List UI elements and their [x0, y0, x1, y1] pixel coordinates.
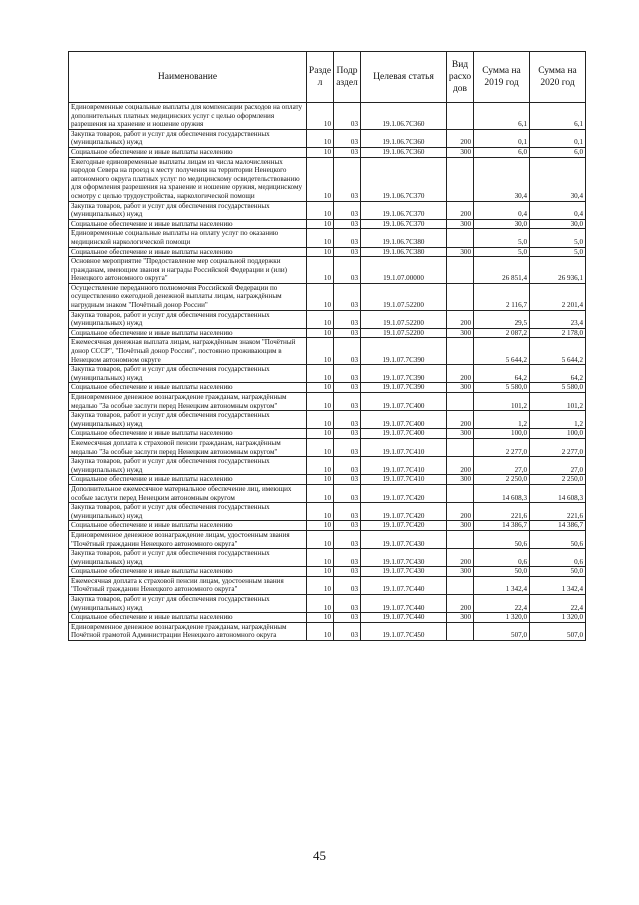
row-podrazdel: 03 [334, 383, 361, 393]
row-name: Закупка товаров, работ и услуг для обеспечения государственных (муниципальных) нужд [69, 129, 307, 147]
row-razdel: 10 [307, 201, 334, 219]
row-razdel: 10 [307, 457, 334, 475]
table-row [69, 530, 586, 548]
row-razdel: 10 [307, 613, 334, 623]
row-sum-2019: 26 851,4 [474, 257, 530, 284]
row-razdel: 10 [307, 247, 334, 257]
row-sum-2019: 5,0 [474, 247, 530, 257]
table-row [69, 393, 586, 411]
row-name: Социальное обеспечение и иные выплаты населению [69, 247, 307, 257]
row-expense-type: 200 [447, 549, 474, 567]
row-sum-2020: 50,0 [530, 567, 586, 577]
header-razdel: Разде л [307, 52, 334, 103]
row-podrazdel: 03 [334, 530, 361, 548]
row-target-article: 19.1.07.00000 [361, 257, 447, 284]
header-podrazdel: Подр аздел [334, 52, 361, 103]
row-podrazdel: 03 [334, 229, 361, 247]
row-name: Социальное обеспечение и иные выплаты населению [69, 328, 307, 338]
row-sum-2020: 23,4 [530, 310, 586, 328]
table-row [69, 201, 586, 219]
row-sum-2019: 27,0 [474, 457, 530, 475]
row-sum-2020: 22,4 [530, 595, 586, 613]
row-name: Закупка товаров, работ и услуг для обеспечения государственных (муниципальных) нужд [69, 411, 307, 429]
row-razdel: 10 [307, 503, 334, 521]
row-name: Ежегодные единовременные выплаты лицам из числа малочисленных народов Севера на проезд к месту получения на территории Ненецкого автономного округа платных услуг по медицинскому освидетельствованию для оформления разрешения на хранение и ношение оружия, медицинскому осмотру с целью трудоустройства, наркологической помощи [69, 157, 307, 201]
row-name: Закупка товаров, работ и услуг для обеспечения государственных (муниципальных) нужд [69, 457, 307, 475]
row-expense-type: 300 [447, 247, 474, 257]
row-razdel: 10 [307, 103, 334, 130]
table-row [69, 247, 586, 257]
row-sum-2019: 1 342,4 [474, 576, 530, 594]
row-razdel: 10 [307, 157, 334, 201]
table-body [69, 103, 586, 641]
row-sum-2019: 29,5 [474, 310, 530, 328]
table-row [69, 147, 586, 157]
page-number: 45 [313, 848, 326, 863]
row-name: Единовременные социальные выплаты на оплату услуг по оказанию медицинской наркологической помощи [69, 229, 307, 247]
row-expense-type [447, 229, 474, 247]
row-sum-2020: 27,0 [530, 457, 586, 475]
table-row [69, 457, 586, 475]
row-name: Социальное обеспечение и иные выплаты населению [69, 147, 307, 157]
row-razdel: 10 [307, 475, 334, 485]
row-expense-type: 200 [447, 310, 474, 328]
row-expense-type: 300 [447, 613, 474, 623]
row-expense-type [447, 576, 474, 594]
row-target-article: 19.1.07.52200 [361, 328, 447, 338]
row-target-article: 19.1.06.7С360 [361, 129, 447, 147]
row-expense-type: 200 [447, 595, 474, 613]
row-expense-type: 300 [447, 383, 474, 393]
row-podrazdel: 03 [334, 595, 361, 613]
row-target-article: 19.1.07.7С430 [361, 549, 447, 567]
row-name: Социальное обеспечение и иные выплаты населению [69, 521, 307, 531]
row-sum-2020: 64,2 [530, 365, 586, 383]
row-sum-2020: 5 580,0 [530, 383, 586, 393]
row-expense-type: 300 [447, 521, 474, 531]
row-sum-2020: 221,6 [530, 503, 586, 521]
row-expense-type [447, 103, 474, 130]
row-razdel: 10 [307, 411, 334, 429]
row-name: Единовременное денежное вознаграждение гражданам, награждённым медалью "За особые заслуги перед Ненецким автономным округом" [69, 393, 307, 411]
row-sum-2020: 30,4 [530, 157, 586, 201]
row-razdel: 10 [307, 310, 334, 328]
row-expense-type [447, 530, 474, 548]
row-name: Единовременное денежное вознаграждение лицам, удостоенным звания "Почётный гражданин Ненецкого автономного округа" [69, 530, 307, 548]
row-podrazdel: 03 [334, 365, 361, 383]
row-razdel: 10 [307, 567, 334, 577]
row-name: Закупка товаров, работ и услуг для обеспечения государственных (муниципальных) нужд [69, 595, 307, 613]
row-sum-2019: 1 320,0 [474, 613, 530, 623]
row-target-article: 19.1.07.7С440 [361, 613, 447, 623]
row-sum-2019: 22,4 [474, 595, 530, 613]
row-sum-2020: 2 201,4 [530, 283, 586, 310]
row-name: Закупка товаров, работ и услуг для обеспечения государственных (муниципальных) нужд [69, 365, 307, 383]
row-sum-2020: 5 644,2 [530, 338, 586, 365]
row-sum-2020: 100,0 [530, 429, 586, 439]
row-sum-2019: 14 608,3 [474, 484, 530, 502]
row-sum-2019: 5 580,0 [474, 383, 530, 393]
row-razdel: 10 [307, 338, 334, 365]
table-row [69, 429, 586, 439]
row-podrazdel: 03 [334, 438, 361, 456]
row-podrazdel: 03 [334, 103, 361, 130]
table-row [69, 157, 586, 201]
row-target-article: 19.1.07.7С440 [361, 595, 447, 613]
row-podrazdel: 03 [334, 622, 361, 640]
row-name: Закупка товаров, работ и услуг для обеспечения государственных (муниципальных) нужд [69, 549, 307, 567]
table-row [69, 475, 586, 485]
table-row [69, 328, 586, 338]
table-row [69, 484, 586, 502]
row-sum-2020: 6,1 [530, 103, 586, 130]
row-expense-type [447, 283, 474, 310]
row-sum-2020: 1 320,0 [530, 613, 586, 623]
table-row [69, 622, 586, 640]
row-sum-2020: 0,1 [530, 129, 586, 147]
row-razdel: 10 [307, 549, 334, 567]
row-target-article: 19.1.07.7С440 [361, 576, 447, 594]
row-target-article: 19.1.06.7С370 [361, 157, 447, 201]
row-name: Ежемесячная денежная выплата лицам, награждённым знаком "Почётный донор СССР", "Почётный донор России", постоянно проживающим в Ненецком автономном округе [69, 338, 307, 365]
row-sum-2019: 100,0 [474, 429, 530, 439]
table-header-row [69, 52, 586, 103]
row-name: Социальное обеспечение и иные выплаты населению [69, 383, 307, 393]
row-razdel: 10 [307, 595, 334, 613]
row-sum-2019: 14 386,7 [474, 521, 530, 531]
row-expense-type: 200 [447, 365, 474, 383]
row-razdel: 10 [307, 383, 334, 393]
row-podrazdel: 03 [334, 129, 361, 147]
row-podrazdel: 03 [334, 201, 361, 219]
row-podrazdel: 03 [334, 484, 361, 502]
row-podrazdel: 03 [334, 310, 361, 328]
row-target-article: 19.1.07.7С390 [361, 338, 447, 365]
row-target-article: 19.1.07.7С420 [361, 503, 447, 521]
row-expense-type [447, 393, 474, 411]
row-target-article: 19.1.07.7С450 [361, 622, 447, 640]
row-sum-2020: 5,0 [530, 229, 586, 247]
row-expense-type: 200 [447, 129, 474, 147]
row-sum-2020: 2 277,0 [530, 438, 586, 456]
row-podrazdel: 03 [334, 283, 361, 310]
row-sum-2020: 1,2 [530, 411, 586, 429]
row-razdel: 10 [307, 576, 334, 594]
row-sum-2019: 2 087,2 [474, 328, 530, 338]
row-target-article: 19.1.07.7С420 [361, 484, 447, 502]
row-sum-2020: 14 608,3 [530, 484, 586, 502]
table-row [69, 576, 586, 594]
row-razdel: 10 [307, 129, 334, 147]
row-podrazdel: 03 [334, 411, 361, 429]
row-podrazdel: 03 [334, 338, 361, 365]
row-podrazdel: 03 [334, 429, 361, 439]
row-sum-2019: 2 277,0 [474, 438, 530, 456]
row-podrazdel: 03 [334, 567, 361, 577]
row-razdel: 10 [307, 283, 334, 310]
row-sum-2019: 2 250,0 [474, 475, 530, 485]
row-sum-2019: 507,0 [474, 622, 530, 640]
table-row [69, 257, 586, 284]
row-sum-2019: 0,1 [474, 129, 530, 147]
row-razdel: 10 [307, 521, 334, 531]
table-row [69, 283, 586, 310]
row-expense-type: 300 [447, 147, 474, 157]
row-sum-2019: 0,6 [474, 549, 530, 567]
row-expense-type: 200 [447, 411, 474, 429]
row-sum-2020: 1 342,4 [530, 576, 586, 594]
row-razdel: 10 [307, 365, 334, 383]
row-name: Закупка товаров, работ и услуг для обеспечения государственных (муниципальных) нужд [69, 503, 307, 521]
row-name: Ежемесячная доплата к страховой пенсии гражданам, награждённым медалью "За особые заслуги перед Ненецким автономным округом" [69, 438, 307, 456]
row-expense-type: 300 [447, 328, 474, 338]
row-target-article: 19.1.07.7С390 [361, 365, 447, 383]
row-sum-2019: 30,4 [474, 157, 530, 201]
row-razdel: 10 [307, 393, 334, 411]
row-name: Основное мероприятие "Предоставление мер социальной поддержки гражданам, имеющим звания и награды Российской Федерации и (или) Ненецкого автономного округа" [69, 257, 307, 284]
row-razdel: 10 [307, 530, 334, 548]
row-podrazdel: 03 [334, 393, 361, 411]
row-expense-type: 300 [447, 567, 474, 577]
row-sum-2019: 101,2 [474, 393, 530, 411]
row-name: Социальное обеспечение и иные выплаты населению [69, 567, 307, 577]
row-name: Закупка товаров, работ и услуг для обеспечения государственных (муниципальных) нужд [69, 310, 307, 328]
table-row [69, 411, 586, 429]
row-expense-type: 300 [447, 475, 474, 485]
row-razdel: 10 [307, 257, 334, 284]
row-podrazdel: 03 [334, 328, 361, 338]
table-row [69, 521, 586, 531]
row-target-article: 19.1.07.7С400 [361, 429, 447, 439]
row-name: Дополнительное ежемесячное материальное обеспечение лиц, имеющих особые заслуги перед Ненецким автономным округом [69, 484, 307, 502]
table-row [69, 229, 586, 247]
row-sum-2019: 6,0 [474, 147, 530, 157]
row-expense-type [447, 438, 474, 456]
row-target-article: 19.1.06.7С370 [361, 201, 447, 219]
row-target-article: 19.1.07.7С400 [361, 411, 447, 429]
row-razdel: 10 [307, 219, 334, 229]
row-expense-type [447, 257, 474, 284]
row-podrazdel: 03 [334, 475, 361, 485]
row-podrazdel: 03 [334, 521, 361, 531]
row-name: Социальное обеспечение и иные выплаты населению [69, 613, 307, 623]
row-target-article: 19.1.07.52200 [361, 283, 447, 310]
row-podrazdel: 03 [334, 257, 361, 284]
row-podrazdel: 03 [334, 247, 361, 257]
row-podrazdel: 03 [334, 613, 361, 623]
row-sum-2019: 221,6 [474, 503, 530, 521]
row-sum-2019: 5 644,2 [474, 338, 530, 365]
row-razdel: 10 [307, 229, 334, 247]
row-expense-type [447, 622, 474, 640]
row-target-article: 19.1.07.7С430 [361, 530, 447, 548]
row-target-article: 19.1.06.7С370 [361, 219, 447, 229]
row-sum-2019: 2 116,7 [474, 283, 530, 310]
row-sum-2020: 101,2 [530, 393, 586, 411]
row-sum-2019: 5,0 [474, 229, 530, 247]
row-sum-2019: 50,0 [474, 567, 530, 577]
row-target-article: 19.1.06.7С360 [361, 103, 447, 130]
row-expense-type [447, 157, 474, 201]
row-sum-2019: 0,4 [474, 201, 530, 219]
row-expense-type: 200 [447, 457, 474, 475]
row-sum-2019: 64,2 [474, 365, 530, 383]
row-target-article: 19.1.06.7С360 [361, 147, 447, 157]
row-podrazdel: 03 [334, 147, 361, 157]
row-target-article: 19.1.07.7С430 [361, 567, 447, 577]
row-target-article: 19.1.07.7С410 [361, 457, 447, 475]
row-podrazdel: 03 [334, 219, 361, 229]
row-name: Осуществление переданного полномочия Российской Федерации по осуществлению ежегодной денежной выплаты лицам, награждённым нагрудным знаком "Почётный донор России" [69, 283, 307, 310]
budget-table [68, 51, 586, 641]
row-expense-type: 300 [447, 429, 474, 439]
row-target-article: 19.1.07.7С400 [361, 393, 447, 411]
row-target-article: 19.1.07.7С410 [361, 475, 447, 485]
table-row [69, 365, 586, 383]
row-target-article: 19.1.07.7С410 [361, 438, 447, 456]
row-sum-2020: 6,0 [530, 147, 586, 157]
row-sum-2020: 2 250,0 [530, 475, 586, 485]
row-name: Единовременное денежное вознаграждение гражданам, награждённым Почётной грамотой Администрации Ненецкого автономного округа [69, 622, 307, 640]
table-row [69, 338, 586, 365]
header-target-article: Целевая статья [361, 52, 447, 103]
row-target-article: 19.1.07.7С420 [361, 521, 447, 531]
row-razdel: 10 [307, 622, 334, 640]
row-razdel: 10 [307, 328, 334, 338]
row-sum-2019: 1,2 [474, 411, 530, 429]
row-target-article: 19.1.06.7С380 [361, 247, 447, 257]
table-row [69, 383, 586, 393]
row-podrazdel: 03 [334, 576, 361, 594]
row-name: Социальное обеспечение и иные выплаты населению [69, 429, 307, 439]
table-row [69, 219, 586, 229]
row-sum-2020: 5,0 [530, 247, 586, 257]
header-sum-2019: Сумма на 2019 год [474, 52, 530, 103]
row-sum-2020: 14 386,7 [530, 521, 586, 531]
table-row [69, 567, 586, 577]
table-row [69, 129, 586, 147]
row-name: Социальное обеспечение и иные выплаты населению [69, 475, 307, 485]
row-sum-2020: 30,0 [530, 219, 586, 229]
header-expense-type: Вид расхо дов [447, 52, 474, 103]
row-razdel: 10 [307, 438, 334, 456]
table-row [69, 310, 586, 328]
row-name: Социальное обеспечение и иные выплаты населению [69, 219, 307, 229]
row-expense-type: 200 [447, 201, 474, 219]
table-row [69, 438, 586, 456]
row-sum-2020: 26 936,1 [530, 257, 586, 284]
header-sum-2020: Сумма на 2020 год [530, 52, 586, 103]
header-name: Наименование [69, 52, 307, 103]
row-sum-2020: 0,4 [530, 201, 586, 219]
row-expense-type [447, 338, 474, 365]
row-podrazdel: 03 [334, 503, 361, 521]
row-expense-type [447, 484, 474, 502]
row-sum-2020: 2 178,0 [530, 328, 586, 338]
row-sum-2019: 6,1 [474, 103, 530, 130]
row-podrazdel: 03 [334, 157, 361, 201]
row-sum-2020: 0,6 [530, 549, 586, 567]
row-expense-type: 200 [447, 503, 474, 521]
row-target-article: 19.1.06.7С380 [361, 229, 447, 247]
row-target-article: 19.1.07.52200 [361, 310, 447, 328]
row-sum-2019: 50,6 [474, 530, 530, 548]
row-razdel: 10 [307, 147, 334, 157]
row-name: Закупка товаров, работ и услуг для обеспечения государственных (муниципальных) нужд [69, 201, 307, 219]
table-row [69, 595, 586, 613]
row-sum-2020: 507,0 [530, 622, 586, 640]
row-name: Единовременные социальные выплаты для компенсации расходов на оплату дополнительных платных медицинских услуг с целью оформления разрешения на хранение и ношение оружия [69, 103, 307, 130]
table-row [69, 549, 586, 567]
row-sum-2019: 30,0 [474, 219, 530, 229]
row-podrazdel: 03 [334, 457, 361, 475]
row-sum-2020: 50,6 [530, 530, 586, 548]
table-row [69, 613, 586, 623]
row-razdel: 10 [307, 484, 334, 502]
row-podrazdel: 03 [334, 549, 361, 567]
row-razdel: 10 [307, 429, 334, 439]
row-name: Ежемесячная доплата к страховой пенсии лицам, удостоенным звания "Почётный гражданин Ненецкого автономного округа" [69, 576, 307, 594]
table-row [69, 103, 586, 130]
row-target-article: 19.1.07.7С390 [361, 383, 447, 393]
table-row [69, 503, 586, 521]
row-expense-type: 300 [447, 219, 474, 229]
